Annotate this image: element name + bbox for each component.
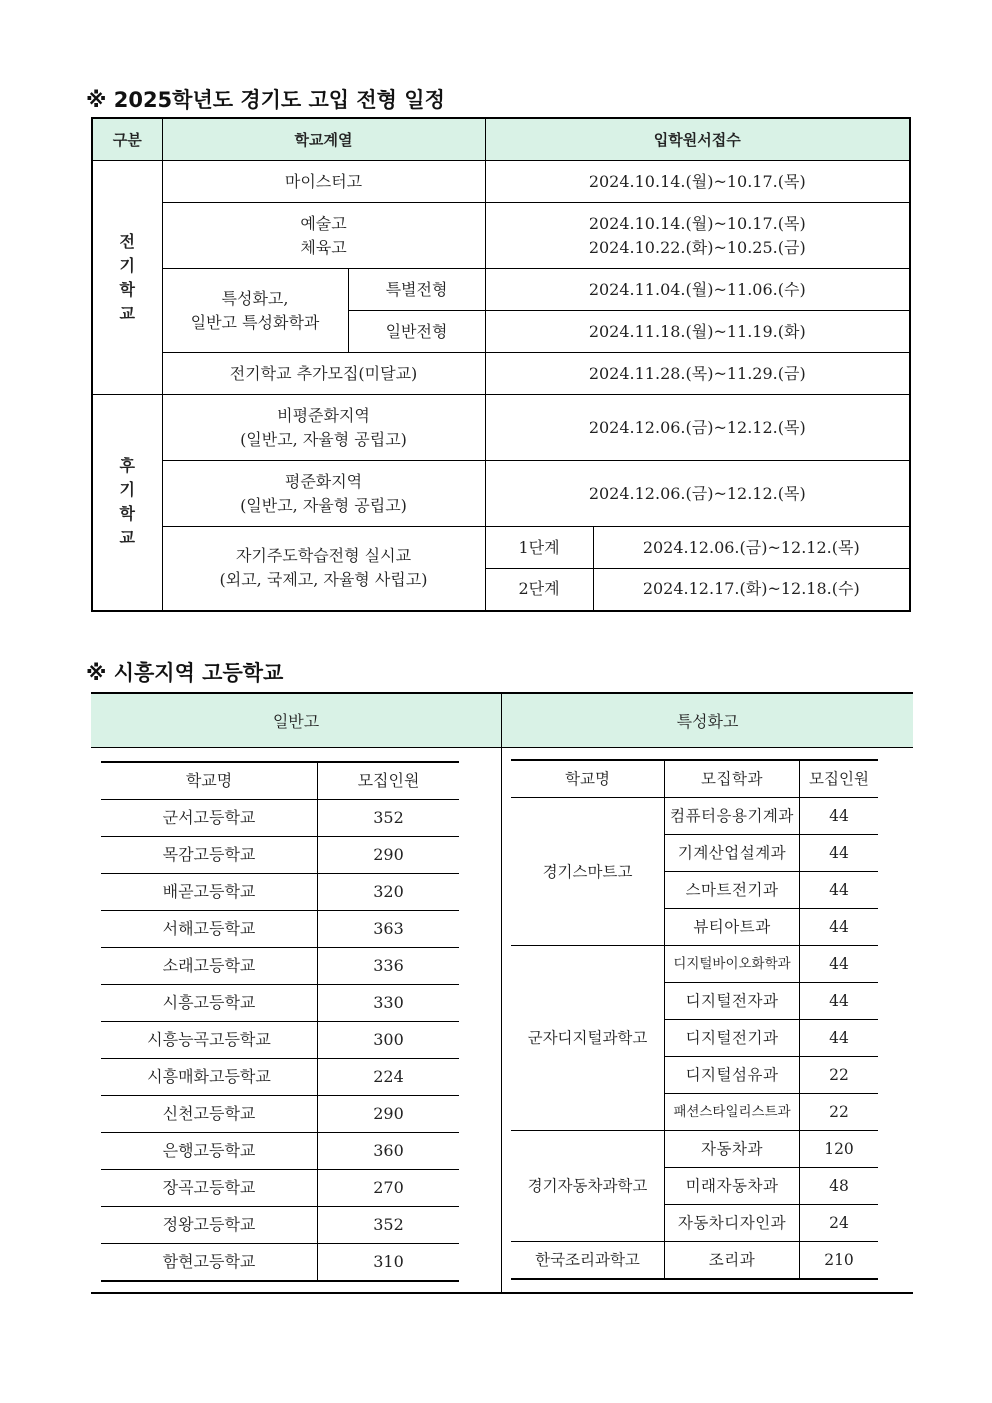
capacity: 352 <box>318 1207 460 1244</box>
additional-recruit-date: 2024.11.28.(목)~11.29.(금) <box>485 353 910 395</box>
general-track: 일반전형 <box>348 311 485 353</box>
school-name: 경기자동차과학고 <box>511 1131 665 1242</box>
table-row <box>101 1244 459 1282</box>
capacity: 24 <box>800 1205 879 1242</box>
meister-school: 마이스터고 <box>162 161 485 203</box>
special-track: 특별전형 <box>348 269 485 311</box>
table-row <box>101 1207 459 1244</box>
arts-school: 예술고 체육고 <box>162 203 485 269</box>
capacity: 336 <box>318 948 460 985</box>
stage2-label: 2단계 <box>485 569 593 611</box>
school-name: 군서고등학교 <box>101 800 318 837</box>
header-school-type: 학교계열 <box>162 118 485 161</box>
capacity: 48 <box>800 1168 879 1205</box>
general-track-date: 2024.11.18.(월)~11.19.(화) <box>485 311 910 353</box>
school-name: 군자디지털과학고 <box>511 946 665 1131</box>
section1-title: ※ 2025학년도 경기도 고입 전형 일정 <box>86 88 445 112</box>
school-name: 신천고등학교 <box>101 1096 318 1133</box>
capacity: 44 <box>800 1020 879 1057</box>
additional-recruit: 전기학교 추가모집(미달교) <box>162 353 485 395</box>
capacity: 290 <box>318 837 460 874</box>
column-capacity: 모집인원 <box>800 760 879 798</box>
capacity: 300 <box>318 1022 460 1059</box>
department: 스마트전기과 <box>665 872 800 909</box>
department: 자동차디자인과 <box>665 1205 800 1242</box>
school-name: 시흥고등학교 <box>101 985 318 1022</box>
capacity: 352 <box>318 800 460 837</box>
specialized-high-table <box>511 759 878 1280</box>
column-department: 모집학과 <box>665 760 800 798</box>
table-row <box>511 1242 878 1280</box>
table-row <box>101 1096 459 1133</box>
capacity: 44 <box>800 835 879 872</box>
school-name: 한국조리과학고 <box>511 1242 665 1280</box>
capacity: 44 <box>800 872 879 909</box>
capacity: 22 <box>800 1094 879 1131</box>
capacity: 44 <box>800 946 879 983</box>
department: 디지털전자과 <box>665 983 800 1020</box>
panel-bottom-border <box>91 1292 913 1294</box>
capacity: 224 <box>318 1059 460 1096</box>
table-row <box>101 1133 459 1170</box>
self-directed-school: 자기주도학습전형 실시교 (외고, 국제고, 자율형 사립고) <box>162 527 485 611</box>
capacity: 310 <box>318 1244 460 1282</box>
capacity: 290 <box>318 1096 460 1133</box>
panel-divider <box>501 692 502 1294</box>
header-application: 입학원서접수 <box>485 118 910 161</box>
capacity: 22 <box>800 1057 879 1094</box>
department: 기계산업설계과 <box>665 835 800 872</box>
equalized-date: 2024.12.06.(금)~12.12.(목) <box>485 461 910 527</box>
header-category: 구분 <box>92 118 162 161</box>
siheung-schools-panel <box>91 692 913 1294</box>
capacity: 44 <box>800 983 879 1020</box>
capacity: 330 <box>318 985 460 1022</box>
capacity: 270 <box>318 1170 460 1207</box>
stage1-date: 2024.12.06.(금)~12.12.(목) <box>593 527 910 569</box>
department: 자동차과 <box>665 1131 800 1168</box>
table-row <box>511 1131 878 1168</box>
capacity: 363 <box>318 911 460 948</box>
table-row <box>101 800 459 837</box>
table-row <box>101 985 459 1022</box>
general-high-header: 일반고 <box>91 692 501 748</box>
table-row <box>101 1170 459 1207</box>
department: 컴퓨터응용기계과 <box>665 798 800 835</box>
department: 디지털섬유과 <box>665 1057 800 1094</box>
section2-title: ※ 시흥지역 고등학교 <box>86 661 284 685</box>
school-name: 목감고등학교 <box>101 837 318 874</box>
department: 조리과 <box>665 1242 800 1280</box>
school-name: 경기스마트고 <box>511 798 665 946</box>
school-name: 소래고등학교 <box>101 948 318 985</box>
column-school-name: 학교명 <box>101 762 318 800</box>
table-row <box>101 948 459 985</box>
school-name: 배곧고등학교 <box>101 874 318 911</box>
stage1-label: 1단계 <box>485 527 593 569</box>
department: 패션스타일리스트과 <box>665 1094 800 1131</box>
school-name: 서해고등학교 <box>101 911 318 948</box>
early-school-label: 전 기 학 교 <box>92 161 162 395</box>
table-row <box>101 874 459 911</box>
capacity: 320 <box>318 874 460 911</box>
department: 디지털전기과 <box>665 1020 800 1057</box>
table-row <box>101 1059 459 1096</box>
capacity: 44 <box>800 798 879 835</box>
capacity: 210 <box>800 1242 879 1280</box>
late-school-label: 후 기 학 교 <box>92 395 162 611</box>
table-row <box>101 911 459 948</box>
non-equalized-date: 2024.12.06.(금)~12.12.(목) <box>485 395 910 461</box>
school-name: 장곡고등학교 <box>101 1170 318 1207</box>
table-row <box>101 1022 459 1059</box>
admission-schedule-table <box>91 117 911 612</box>
school-name: 정왕고등학교 <box>101 1207 318 1244</box>
capacity: 360 <box>318 1133 460 1170</box>
school-name: 시흥매화고등학교 <box>101 1059 318 1096</box>
general-high-table <box>101 761 459 1282</box>
school-name: 함현고등학교 <box>101 1244 318 1282</box>
arts-date: 2024.10.14.(월)~10.17.(목) 2024.10.22.(화)~10.25.(금) <box>485 203 910 269</box>
table-row <box>511 946 878 983</box>
special-track-date: 2024.11.04.(월)~11.06.(수) <box>485 269 910 311</box>
table-row <box>101 837 459 874</box>
department: 디지털바이오화학과 <box>665 946 800 983</box>
capacity: 120 <box>800 1131 879 1168</box>
table-row <box>511 798 878 835</box>
column-school-name: 학교명 <box>511 760 665 798</box>
equalized-school: 평준화지역 (일반고, 자율형 공립고) <box>162 461 485 527</box>
school-name: 은행고등학교 <box>101 1133 318 1170</box>
column-capacity: 모집인원 <box>318 762 460 800</box>
school-name: 시흥능곡고등학교 <box>101 1022 318 1059</box>
specialized-high-header: 특성화고 <box>502 692 913 748</box>
meister-date: 2024.10.14.(월)~10.17.(목) <box>485 161 910 203</box>
capacity: 44 <box>800 909 879 946</box>
specialized-school: 특성화고, 일반고 특성화학과 <box>162 269 348 353</box>
department: 뷰티아트과 <box>665 909 800 946</box>
non-equalized-school: 비평준화지역 (일반고, 자율형 공립고) <box>162 395 485 461</box>
stage2-date: 2024.12.17.(화)~12.18.(수) <box>593 569 910 611</box>
department: 미래자동차과 <box>665 1168 800 1205</box>
